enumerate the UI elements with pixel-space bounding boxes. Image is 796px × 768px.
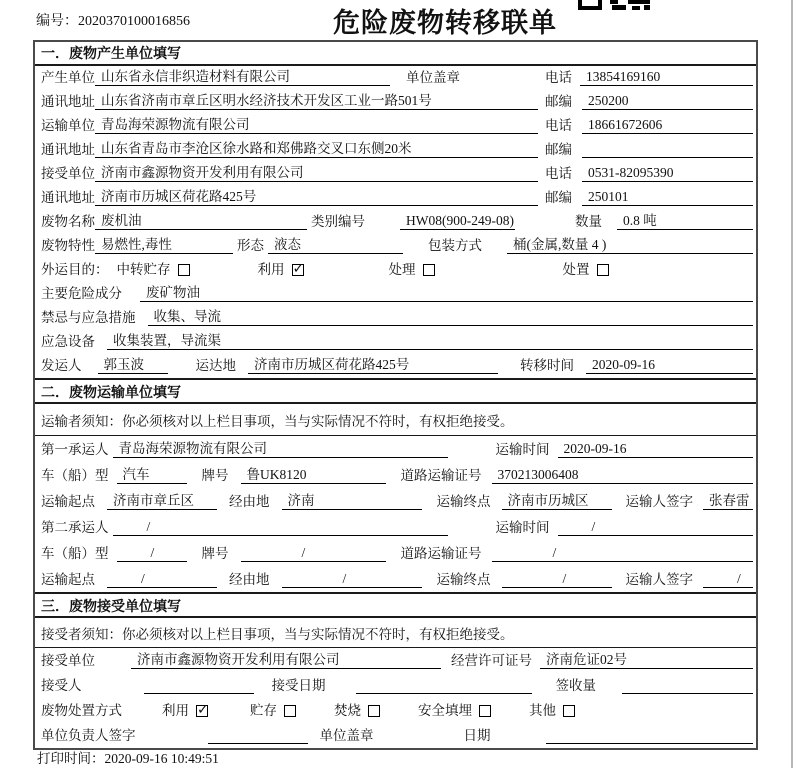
chief-sign-label: 单位负责人签字 [41,728,136,743]
accept-date-label: 接受日期 [271,678,326,693]
endpoint2-field: / [502,571,612,588]
carrier-sign-label: 运输人签字 [625,572,693,587]
transporter-phone-field: 18661672606 [582,117,753,134]
doc-number-label: 编号： [36,14,78,29]
transport-time2-field: / [558,519,754,536]
waste-name-label: 废物名称 [41,214,95,229]
receiver-field: 济南市鑫源物资开发利用有限公司 [95,161,538,182]
transporter-field: 青岛海荣源物流有限公司 [95,113,538,134]
option-label: 其他 [529,703,556,718]
form-label: 形态 [237,238,264,253]
quantity-field: 0.8 吨 [617,209,753,230]
print-time-label: 打印时间： [37,751,105,766]
section2-header: 二．废物运输单位填写 [35,378,756,404]
road-permit-label: 道路运输证号 [400,468,482,483]
transporter-address-field: 山东省青岛市李沧区徐水路和郑佛路交叉口东侧20米 [95,137,538,158]
chief-sign-row [35,723,756,748]
shipper-field: 郭玉波 [98,353,168,374]
hazard-field: 废矿物油 [140,281,753,302]
road-permit2-field: / [492,545,754,562]
producer-address-field: 山东省济南市章丘区明水经济技术开发区工业一路501号 [95,89,538,110]
option-label: 利用 [162,703,189,718]
option-label: 贮存 [250,703,277,718]
acceptor-label: 接受人 [41,678,82,693]
receiver-address-row [35,186,756,210]
taboo-field: 收集、导流 [148,305,754,326]
producer-address-row [35,90,756,114]
license-label: 经营许可证号 [451,653,532,668]
zip-label: 邮编 [545,142,572,157]
origin2-field: / [107,571,217,588]
producer-row [35,66,756,90]
form-table [33,40,758,750]
purpose-option [389,258,435,278]
checkbox-checked [196,705,208,717]
hazard-label: 主要危险成分 [41,286,122,301]
producer-field: 山东省永信非织造材料有限公司 [95,65,390,86]
disposal-option [250,699,296,719]
equipment-label: 应急设备 [41,334,95,349]
carrier1-row [35,436,756,462]
page-edge-line [791,0,793,768]
via-label: 经由地 [229,572,270,587]
receiver-label: 接受单位 [41,166,95,181]
vehicle-type-label: 车（船）型 [41,468,109,483]
receiver-zip-field: 250101 [582,189,753,206]
transporter-label: 运输单位 [41,118,95,133]
transport-time-label: 运输时间 [495,442,550,457]
character-field: 易燃性,毒性 [95,233,233,254]
form-field: 液态 [268,233,403,254]
disposal-label: 废物处置方式 [41,703,122,718]
vehicle-type-label: 车（船）型 [41,546,109,561]
print-time [37,747,219,767]
category-field: HW08(900-249-08) [400,213,515,230]
accept-unit-label: 接受单位 [41,653,95,668]
transporter-row [35,114,756,138]
receiver-row [35,162,756,186]
checkbox [597,264,609,276]
doc-number [36,10,190,30]
acceptor-field [144,677,254,694]
carrier1-field: 青岛海荣源物流有限公司 [113,437,448,458]
via2-field: / [282,571,422,588]
purpose-row [35,258,756,282]
disposal-row [35,698,756,723]
taboo-label: 禁忌与应急措施 [41,310,136,325]
carrier2-row [35,514,756,540]
endpoint-label: 运输终点 [436,494,491,509]
vehicle2-row [35,540,756,566]
equipment-field: 收集装置，导流渠 [107,329,753,350]
destination-label: 运达地 [195,358,236,373]
checkbox [284,705,296,717]
purpose-option [258,258,304,278]
license-field: 济南危证02号 [540,648,753,669]
acceptor-row [35,673,756,698]
waste-character-row [35,234,756,258]
checkbox [563,705,575,717]
transfer-time-field: 2020-09-16 [586,357,753,374]
via-field: 济南 [282,489,422,510]
section3-header: 三．废物接受单位填写 [35,592,756,618]
plate-label: 牌号 [201,546,229,561]
equipment-row [35,330,756,354]
checkbox [479,705,491,717]
received-qty-label: 签收量 [555,678,596,693]
receiver-phone-label: 电话 [545,166,572,181]
receiver-phone-field: 0531-82095390 [582,165,753,182]
disposal-option [162,699,208,719]
unit-seal-label: 单位盖章 [406,70,460,85]
option-label: 处置 [562,262,590,277]
route2-row [35,566,756,592]
carrier1-label: 第一承运人 [41,442,109,457]
route1-row [35,488,756,514]
disposal-option [529,699,575,719]
vehicle-type2-field: / [117,545,187,562]
endpoint-field: 济南市历城区 [502,489,612,510]
address-label: 通讯地址 [41,190,95,205]
road-permit-label: 道路运输证号 [400,546,482,561]
shipper-label: 发运人 [41,358,82,373]
transporter-address-row [35,138,756,162]
section1-header: 一．废物产生单位填写 [35,42,756,66]
option-label: 安全填埋 [418,703,472,718]
plate-label: 牌号 [201,468,229,483]
quantity-label: 数量 [575,214,602,229]
purpose-option [563,258,609,278]
accept-unit-field: 济南市鑫源物资开发利用有限公司 [131,648,441,669]
date-field [546,727,754,744]
waste-name-field: 废机油 [95,209,307,230]
checkbox-checked [292,264,304,276]
transporter-zip-field [582,141,753,158]
page-title: 危险废物转移联单 [333,8,557,38]
unit-seal-label: 单位盖章 [319,728,374,743]
taboo-row [35,306,756,330]
packing-label: 包装方式 [428,238,482,253]
carrier2-label: 第二承运人 [41,520,109,535]
option-label: 利用 [257,262,285,277]
packing-field: 桶(金属,数量 4 ) [507,233,753,254]
zip-label: 邮编 [545,94,572,109]
endpoint-label: 运输终点 [436,572,491,587]
carrier2-field: / [113,519,448,536]
carrier-sign2-field: / [703,571,753,588]
producer-label: 产生单位 [41,70,95,85]
vehicle-type-field: 汽车 [117,463,187,484]
waste-name-row [35,210,756,234]
via-label: 经由地 [229,494,270,509]
disposal-option [418,699,491,719]
address-label: 通讯地址 [41,142,95,157]
qr-code-icon [578,0,652,12]
date-label: 日期 [463,728,491,743]
origin-label: 运输起点 [41,494,95,509]
hazard-row [35,282,756,306]
checkbox [423,264,435,276]
category-label: 类别编号 [311,214,365,229]
doc-number-value: 2020370100016856 [78,14,190,29]
producer-phone-field: 13854169160 [580,69,753,86]
checkbox [368,705,380,717]
destination-field: 济南市历城区荷花路425号 [248,353,498,374]
transporter-phone-label: 电话 [545,118,572,133]
carrier-sign-field: 张春雷 [703,489,753,510]
character-label: 废物特性 [41,238,95,253]
receiver-address-field: 济南市历城区荷花路425号 [95,185,538,206]
road-permit-field: 370213006408 [492,467,754,484]
accept-date-field [356,677,532,694]
transport-time-label: 运输时间 [495,520,550,535]
receiver-notice: 接受者须知：你必须核对以上栏目事项，当与实际情况不符时，有权拒绝接受。 [35,618,756,648]
accept-unit-row [35,648,756,673]
purpose-option [117,258,190,278]
plate2-field: / [241,545,386,562]
zip-label: 邮编 [545,190,572,205]
option-label: 处理 [388,262,416,277]
vehicle1-row [35,462,756,488]
received-qty-field [622,677,753,694]
producer-phone-label: 电话 [545,70,572,85]
shipper-row [35,354,756,378]
checkbox [178,264,190,276]
address-label: 通讯地址 [41,94,95,109]
origin-label: 运输起点 [41,572,95,587]
transfer-time-label: 转移时间 [520,358,574,373]
disposal-option [334,699,380,719]
option-label: 中转贮存 [116,262,171,277]
plate-field: 鲁UK8120 [241,463,386,484]
transporter-notice: 运输者须知：你必须核对以上栏目事项，当与实际情况不符时，有权拒绝接受。 [35,404,756,436]
purpose-label: 外运目的： [41,262,109,277]
carrier-sign-label: 运输人签字 [625,494,693,509]
origin-field: 济南市章丘区 [107,489,217,510]
transport-time-field: 2020-09-16 [558,441,754,458]
option-label: 焚烧 [334,703,361,718]
producer-zip-field: 250200 [582,93,753,110]
print-time-value: 2020-09-16 10:49:51 [104,751,219,766]
chief-sign-field [208,727,308,744]
